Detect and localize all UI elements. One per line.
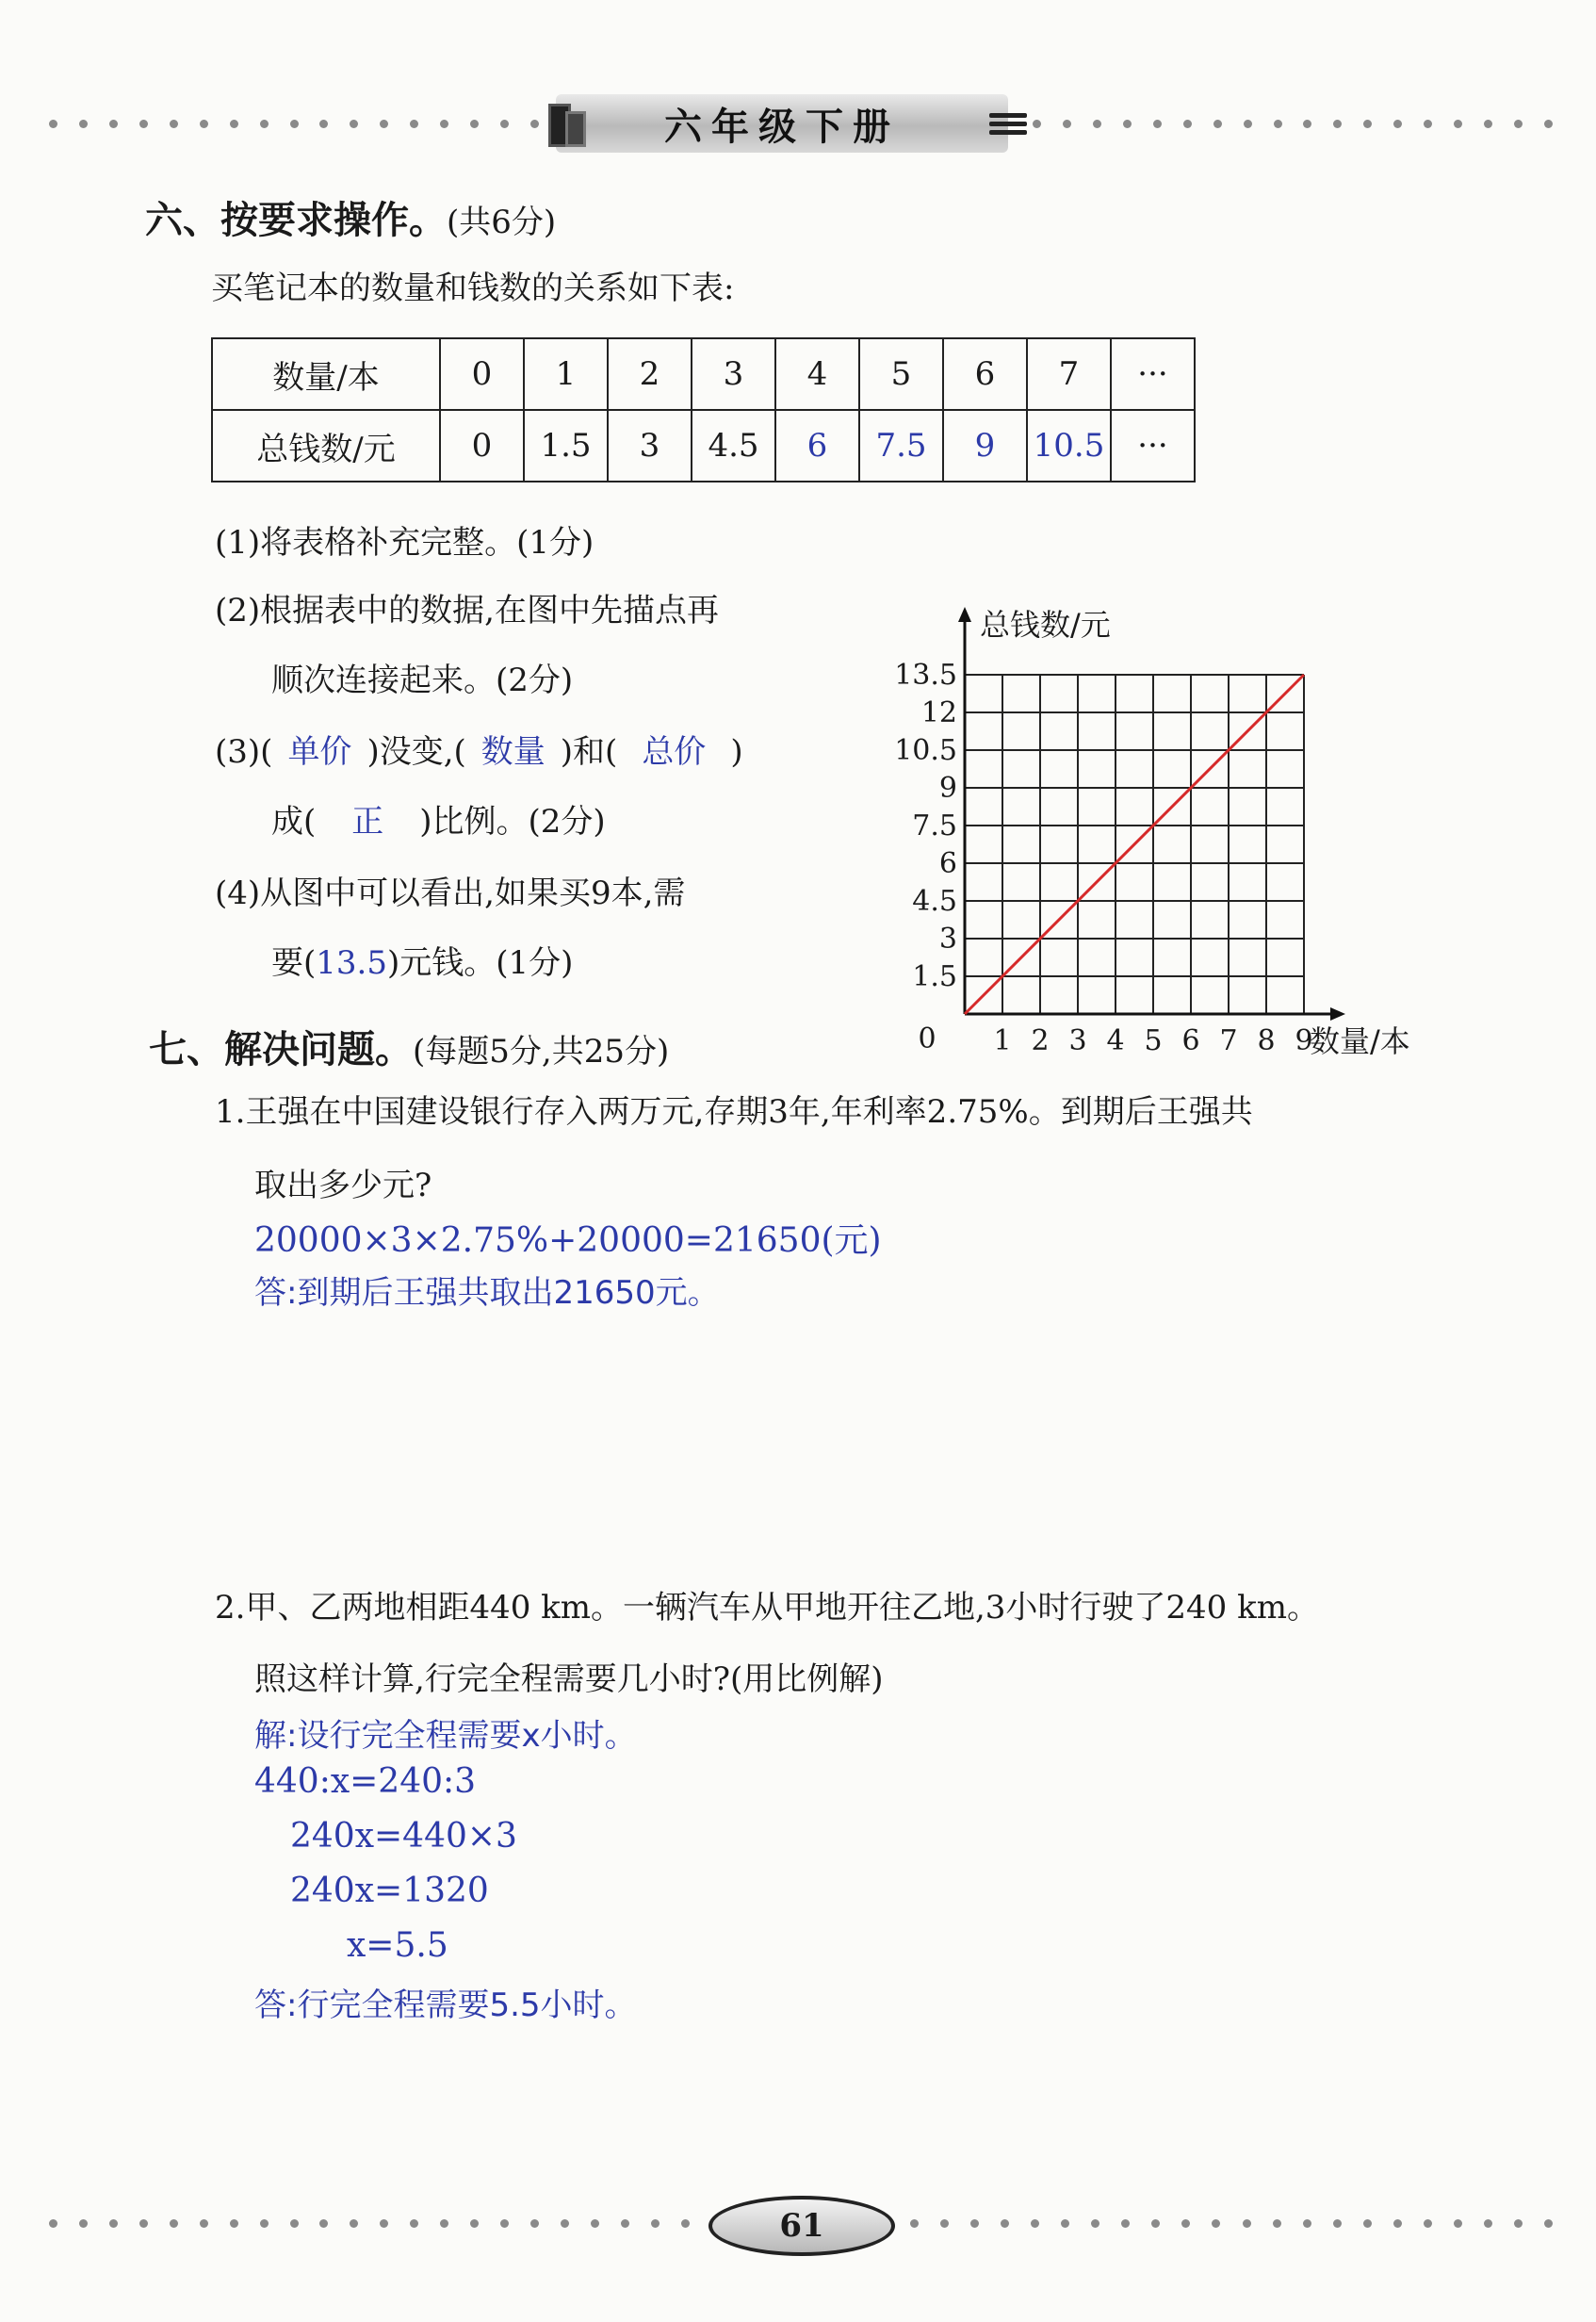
total-cell-answer: 7.5 [859,410,943,482]
x-axis-label: 数量/本 [1310,1023,1410,1059]
section7-heading [149,1020,669,1073]
y-tick-label: 12 [920,696,957,729]
quantity-cell: 1 [524,338,608,410]
q3-answer-total: 总价 [642,733,707,771]
header-dots-right [1033,117,1553,130]
q4-text: )元钱。(1分) [386,944,574,982]
quantity-cell: ··· [1111,338,1195,410]
section6-heading [145,190,556,244]
section6-score: (共6分) [447,204,557,241]
x-tick-label: 8 [1257,1024,1276,1057]
problem-2-equation: x=5.5 [347,1926,448,1965]
section7-score: (每题5分,共25分) [413,1033,670,1071]
x-tick-label: 1 [993,1024,1012,1057]
section7-title: 七、解决问题。 [149,1028,413,1071]
total-cell-answer: 6 [775,410,859,482]
total-cell: 0 [440,410,524,482]
quantity-cell: 5 [859,338,943,410]
question-3-line1 [215,733,743,772]
x-tick-label: 3 [1068,1024,1087,1057]
problem-1-line2: 取出多少元? [254,1167,432,1204]
line-chart [848,603,1451,1074]
y-axis-arrow [958,607,971,622]
problem-2-solution-intro: 解:设行完全程需要x小时。 [254,1717,637,1755]
question-4-line2 [271,944,573,983]
stripes-icon [989,109,1027,138]
quantity-cell: 3 [692,338,775,410]
section6-title: 六、按要求操作。 [145,199,447,242]
q3-text: )比例。(2分) [419,803,606,841]
y-tick-label: 3 [938,923,957,956]
quantity-cell: 2 [608,338,692,410]
row-header-total: 总钱数/元 [212,410,440,482]
question-1: (1)将表格补充完整。(1分) [215,524,594,562]
section6-intro: 买笔记本的数量和钱数的关系如下表: [211,270,735,307]
origin-label: 0 [918,1022,936,1055]
table-row-quantity [212,338,1195,410]
total-cell-answer: 9 [943,410,1027,482]
quantity-cell: 0 [440,338,524,410]
x-tick-label: 9 [1295,1024,1313,1057]
problem-1-line1: 1.王强在中国建设银行存入两万元,存期3年,年利率2.75%。到期后王强共 [215,1093,1253,1131]
q4-answer: 13.5 [316,944,387,982]
question-2-line2: 顺次连接起来。(2分) [271,662,574,699]
quantity-cell: 7 [1027,338,1111,410]
row-header-quantity: 数量/本 [212,338,440,410]
data-table [211,337,1196,482]
header-title: 六年级下册 [664,105,900,149]
q3-text: )没变,( [366,733,466,771]
y-tick-label: 9 [938,772,957,805]
q3-text: ) [730,733,743,771]
question-3-line2 [271,803,606,842]
footer-dots-right [910,2216,1553,2230]
problem-2-line2: 照这样计算,行完全程需要几小时?(用比例解) [254,1660,884,1698]
q3-text: (3)( [215,733,273,771]
x-tick-label: 4 [1106,1024,1125,1057]
problem-1-answer: 答:到期后王强共取出21650元。 [254,1274,720,1312]
series-line [965,675,1304,1014]
total-cell-answer: 10.5 [1027,410,1111,482]
book-icon [548,100,590,145]
quantity-cell: 4 [775,338,859,410]
problem-1-calc: 20000×3×2.75%+20000=21650(元) [254,1221,882,1260]
q3-answer-quantity: 数量 [480,733,546,771]
y-tick-label: 13.5 [894,659,957,692]
page-number [708,2196,895,2256]
header-dots-left [49,117,539,130]
total-cell: 3 [608,410,692,482]
y-axis-label: 总钱数/元 [980,607,1111,643]
table-row-total [212,410,1195,482]
footer-dots-left [49,2216,690,2230]
problem-2-equation: 240x=1320 [290,1872,489,1910]
x-tick-label: 7 [1219,1024,1238,1057]
total-cell: ··· [1111,410,1195,482]
total-cell: 1.5 [524,410,608,482]
problem-2-line1: 2.甲、乙两地相距440 km。一辆汽车从甲地开往乙地,3小时行驶了240 km。 [215,1589,1319,1627]
q3-answer-direct: 正 [351,803,384,841]
x-tick-label: 2 [1031,1024,1050,1057]
question-2-line1: (2)根据表中的数据,在图中先描点再 [215,592,719,630]
y-tick-label: 10.5 [894,734,957,767]
problem-2-answer: 答:行完全程需要5.5小时。 [254,1987,637,2024]
q4-text: 要( [271,944,317,982]
page-number-text: 61 [779,2207,824,2245]
quantity-cell: 6 [943,338,1027,410]
y-tick-label: 6 [938,847,957,880]
x-tick-label: 6 [1181,1024,1200,1057]
q3-text: 成( [271,803,317,841]
y-tick-label: 4.5 [912,885,957,918]
q3-text: )和( [560,733,618,771]
x-axis-arrow [1330,1007,1345,1021]
question-4-line1: (4)从图中可以看出,如果买9本,需 [215,875,686,912]
q3-answer-unit-price: 单价 [287,733,352,771]
total-cell: 4.5 [692,410,775,482]
y-tick-label: 7.5 [912,809,957,842]
header-banner [556,94,1008,153]
problem-2-equation: 240x=440×3 [290,1817,517,1856]
y-tick-label: 1.5 [912,960,957,993]
x-tick-label: 5 [1144,1024,1163,1057]
problem-2-equation: 440:x=240:3 [254,1762,477,1801]
